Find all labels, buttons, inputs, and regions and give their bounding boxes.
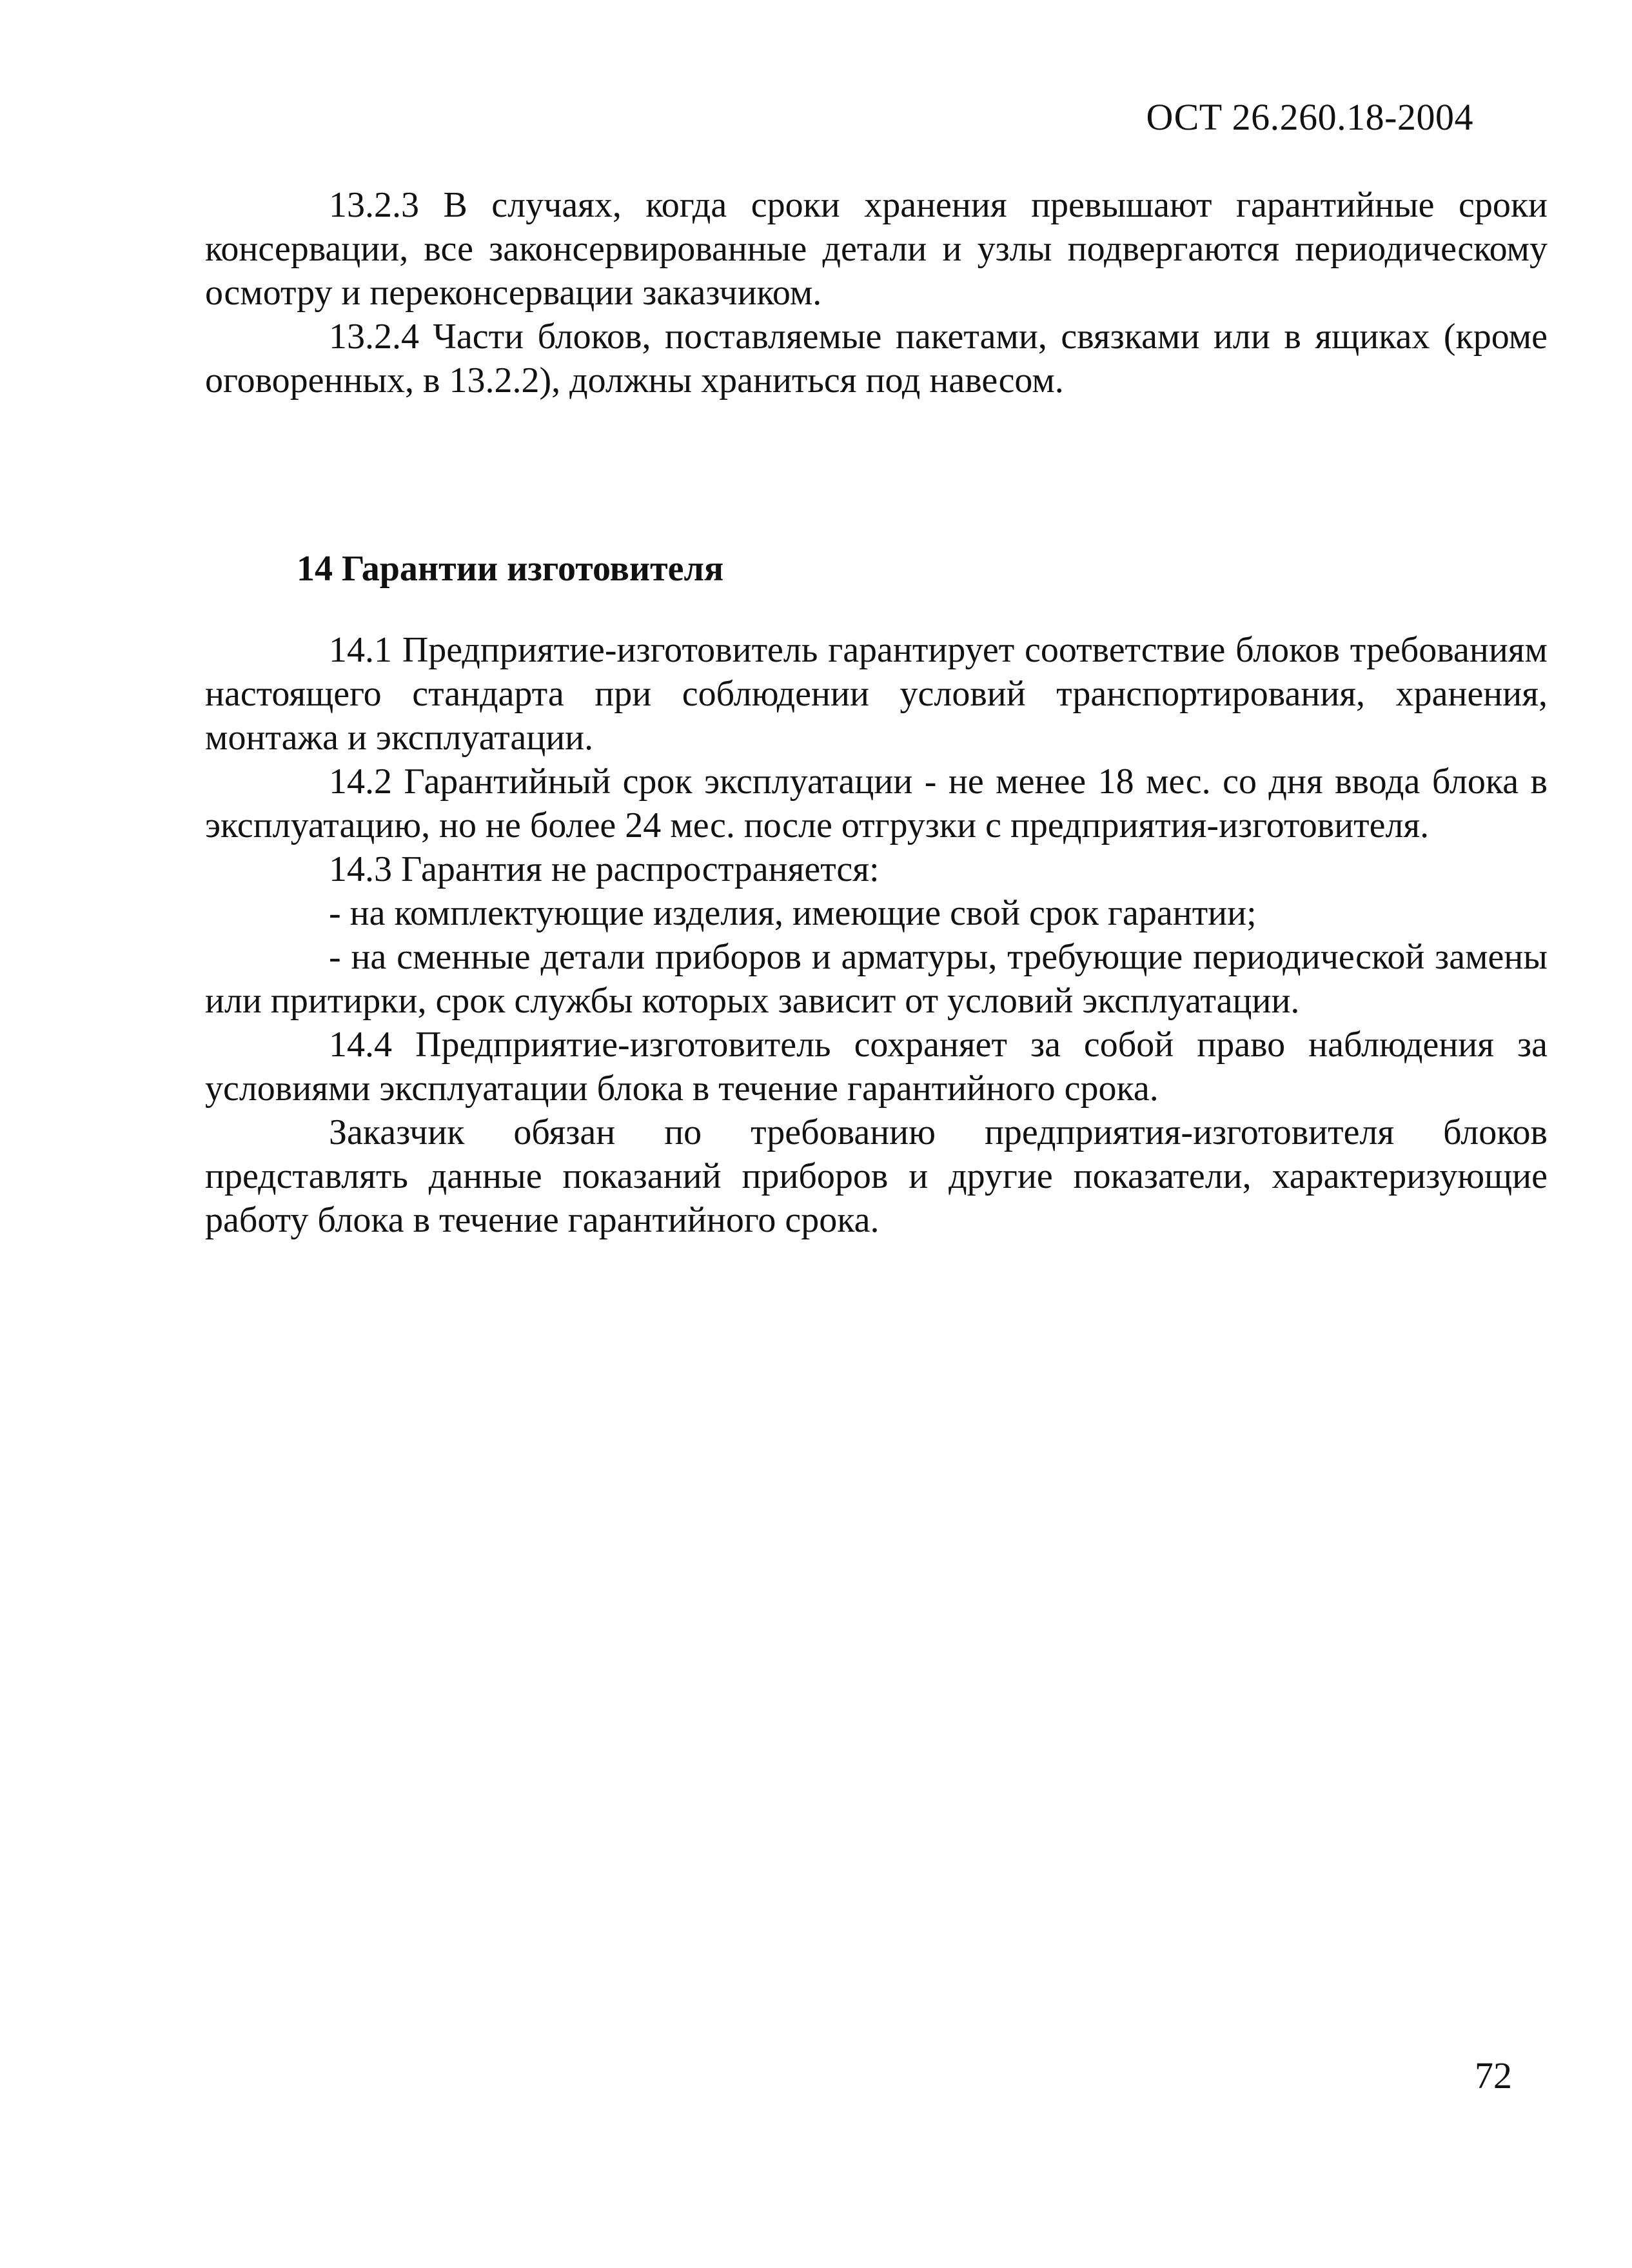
document-body <box>205 183 1548 1242</box>
page-header: ОСТ 26.260.18-2004 <box>1146 96 1473 138</box>
paragraph-13-2-3: 13.2.3 В случаях, когда сроки хранения превышают гарантийные сроки консервации, все законсервированные детали и узлы подвергаются периодическому осмотру и переконсервации заказчиком. <box>205 185 1548 313</box>
paragraph-14-3: 14.3 Гарантия не распространяется: <box>329 849 880 889</box>
paragraph-13-2-4: 13.2.4 Части блоков, поставляемые пакетами, связками или в ящиках (кроме оговоренных, в 13.2.2), должны храниться под навесом. <box>205 317 1548 400</box>
paragraph-14-2: 14.2 Гарантийный срок эксплуатации - не менее 18 мес. со дня ввода блока в эксплуатацию, но не более 24 мес. после отгрузки с предприятия-изготовителя. <box>205 762 1548 845</box>
paragraph-customer-obligation: Заказчик обязан по требованию предприятия-изготовителя блоков представлять данные показаний приборов и другие показатели, характеризующие работу блока в течение гарантийного срока. <box>205 1112 1548 1240</box>
section-title-14: 14 Гарантии изготовителя <box>297 549 724 589</box>
list-item-14-3-2: - на сменные детали приборов и арматуры, требующие периодической замены или притирки, срок службы которых зависит от условий эксплуатации. <box>205 937 1548 1021</box>
paragraph-14-1: 14.1 Предприятие-изготовитель гарантирует соответствие блоков требованиям настоящего стандарта при соблюдении условий транспортирования, хранения, монтажа и эксплуатации. <box>205 630 1548 758</box>
list-item-14-3-1: - на комплектующие изделия, имеющие свой срок гарантии; <box>329 893 1257 933</box>
paragraph-14-4: 14.4 Предприятие-изготовитель сохраняет за собой право наблюдения за условиями эксплуатации блока в течение гарантийного срока. <box>205 1025 1548 1109</box>
page-number: 72 <box>1475 2055 1512 2096</box>
